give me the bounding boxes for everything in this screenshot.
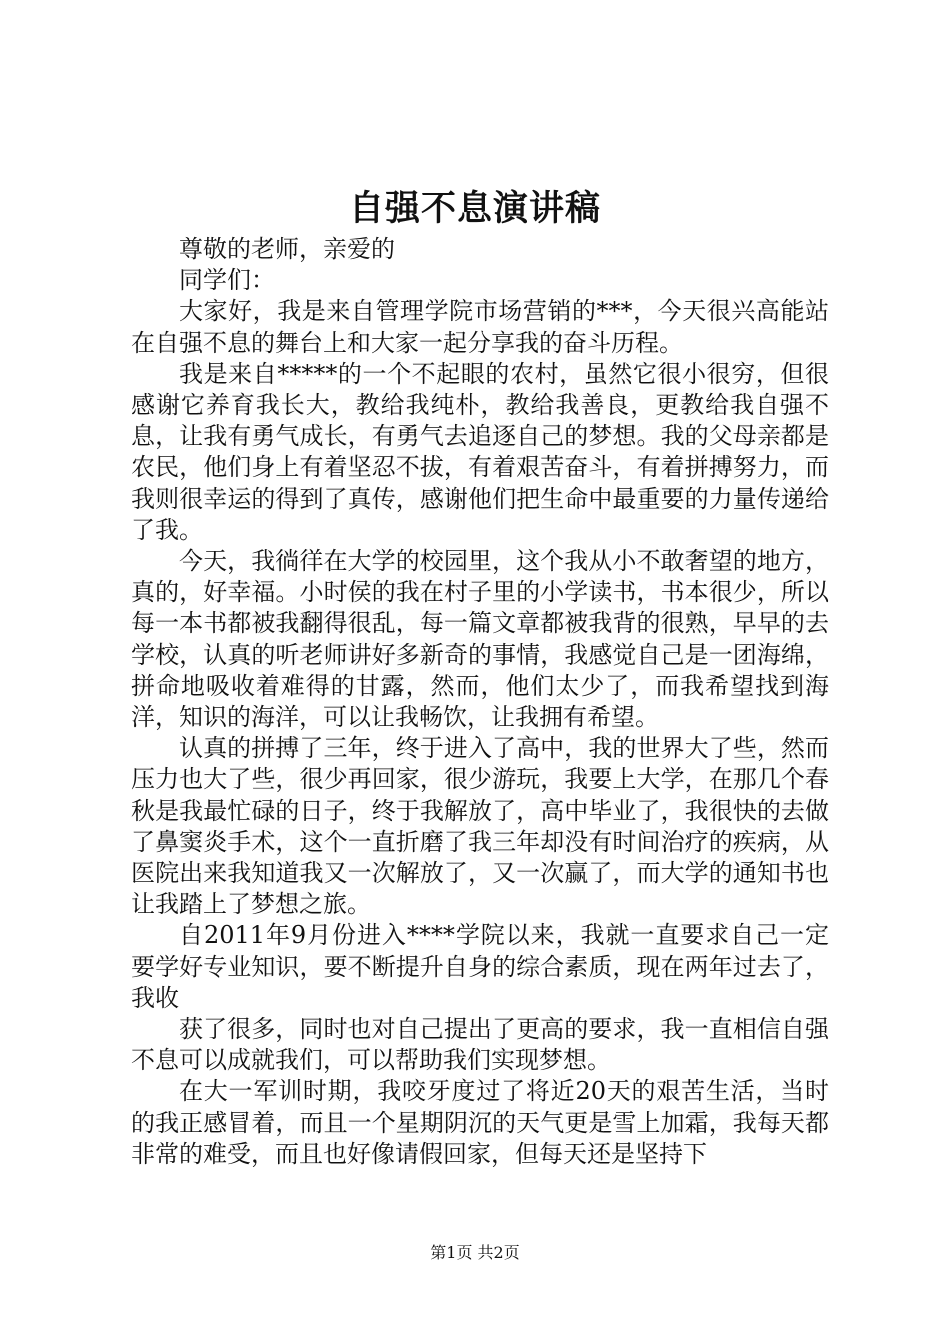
paragraph-military-training: 在大一军训时期，我咬牙度过了将近20天的艰苦生活，当时的我正感冒着，而且一个星期阴沉的天气更是雪上加霜，我每天都非常的难受，而且也好像请假回家，但每天还是坚持下: [131, 1077, 829, 1168]
document-title: 自强不息演讲稿: [348, 188, 601, 229]
paragraph-gains: 获了很多，同时也对自己提出了更高的要求，我一直相信自强不息可以成就我们，可以帮助我们实现梦想。: [131, 1015, 829, 1075]
paragraph-college-start: 自2011年9月份进入****学院以来，我就一直要求自己一定要学好专业知识，要不断提升自身的综合素质，现在两年过去了，我收: [131, 921, 829, 1012]
paragraph-salutation-2: 同学们：: [179, 266, 275, 295]
paragraph-high-school: 认真的拼搏了三年，终于进入了高中，我的世界大了些，然而压力也大了些，很少再回家，很少游玩，我要上大学，在那几个春秋是我最忙碌的日子，终于我解放了，高中毕业了，我很快的去做了鼻窦炎手术，这个一直折磨了我三年却没有时间治疗的疾病，从医院出来我知道我又一次解放了，又一次赢了，而大学的通知书也让我踏上了梦想之旅。: [131, 734, 829, 919]
paragraph-salutation-1: 尊敬的老师，亲爱的: [179, 235, 395, 263]
page-footer: 第1页 共2页: [430, 1243, 520, 1262]
document-body: [131, 234, 829, 1170]
paragraph-campus: 今天，我徜徉在大学的校园里，这个我从小不敢奢望的地方，真的，好幸福。小时侯的我在村子里的小学读书，书本很少，所以每一本书都被我翻得很乱，每一篇文章都被我背的很熟，早早的去学校，认真的听老师讲好多新奇的事情，我感觉自己是一团海绵，拼命地吸收着难得的甘露，然而，他们太少了，而我希望找到海洋，知识的海洋，可以让我畅饮，让我拥有希望。: [131, 547, 829, 732]
paragraph-hometown: 我是来自*****的一个不起眼的农村，虽然它很小很穷，但很感谢它养育我长大，教给我纯朴，教给我善良，更教给我自强不息，让我有勇气成长，有勇气去追逐自己的梦想。我的父母亲都是农民，他们身上有着坚忍不拔，有着艰苦奋斗，有着拼搏努力，而我则很幸运的得到了真传，感谢他们把生命中最重要的力量传递给了我。: [131, 359, 829, 544]
paragraph-greeting: 大家好，我是来自管理学院市场营销的***，今天很兴高能站在自强不息的舞台上和大家一起分享我的奋斗历程。: [131, 297, 829, 357]
